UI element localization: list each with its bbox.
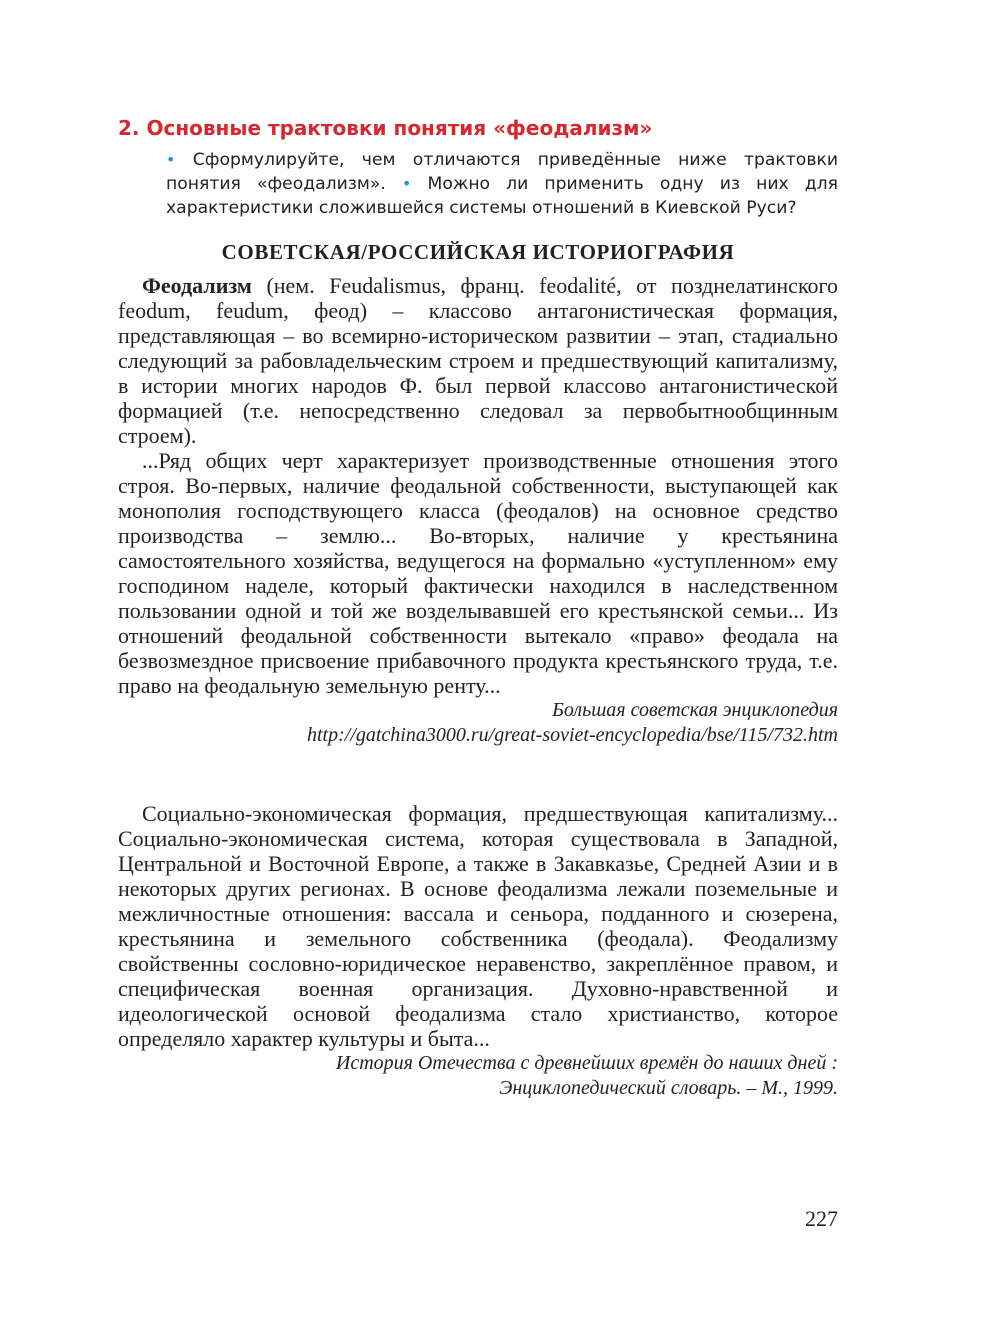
features-paragraph: ...Ряд общих черт характеризует производственные отношения этого строя. Во-первых, наличие феодальной собственности, выступающей как монополия господствующего класса (феодалов) на основное средство производства – землю... Во-вторых, наличие у крестьянина самостоятельного хозяйства, ведущегося на формально «уступленном» ему господином наделе, который фактически находился в наследственном пользовании одной и той же возделывавшей его крестьянской семьи... Из отношений феодальной собственности вытекало «право» феодала на безвозмездное присвоение прибавочного продукта крестьянского труда, т.е. право на феодальную земельную ренту... xyxy=(118,448,838,698)
bullet-icon: • xyxy=(166,150,176,169)
term: Феодализм xyxy=(142,273,252,298)
definition-text: (нем. Feudalismus, франц. feodalité, от позднелатинского feodum, feudum, феод) – классово антагонистическая формация, представляющая – во всемирно-историческом развитии – этап, стадиально следующий за рабовладельческим строем и предшествующий капитализму, в истории многих народов Ф. был первой классово антагонистической формацией (т.е. непосредственно следовал за первобытнообщинным строем). xyxy=(118,273,838,448)
bullet-icon: • xyxy=(401,174,412,193)
task-question-1: Сформулируйте, чем отличаются приведённые ниже трактовки понятия «феодализм». xyxy=(166,150,839,194)
source-title: Большая советская энциклопедия xyxy=(552,699,838,721)
task-question-2: Можно ли применить одну из них для характеристики сложившейся системы отношений в Киевской Руси? xyxy=(166,174,838,218)
definition-paragraph xyxy=(118,273,838,448)
formation-paragraph: Социально-экономическая формация, предшествующая капитализму... Социально-экономическая система, которая существовала в Западной, Центральной и Восточной Европе, а также в Закавказье, Средней Азии и в некоторых других регионах. В основе феодализма лежали поземельные и межличностные отношения: вассала и сеньора, подданного и сюзерена, крестьянина и земельного собственника (феодала). Феодализму свойственны сословно-юридическое неравенство, закреплённое правом, и специфическая военная организация. Духовно-нравственной и идеологической основой феодализма стало христианство, которое определяло характер культуры и быта... xyxy=(118,801,838,1051)
source-line-1: История Отечества с древнейших времён до наших дней : xyxy=(335,1052,838,1074)
historiography-heading: СОВЕТСКАЯ/РОССИЙСКАЯ ИСТОРИОГРАФИЯ xyxy=(221,240,735,264)
source-url: http://gatchina3000.ru/great-soviet-encyclopedia/bse/115/732.htm xyxy=(306,724,838,746)
page-number: 227 xyxy=(805,1206,838,1231)
task-block xyxy=(166,148,838,220)
section-heading: 2. Основные трактовки понятия «феодализм» xyxy=(118,116,653,140)
excerpt-2 xyxy=(118,801,838,1101)
source-line-2: Энциклопедический словарь. – М., 1999. xyxy=(499,1077,838,1099)
excerpt-1 xyxy=(118,273,838,748)
